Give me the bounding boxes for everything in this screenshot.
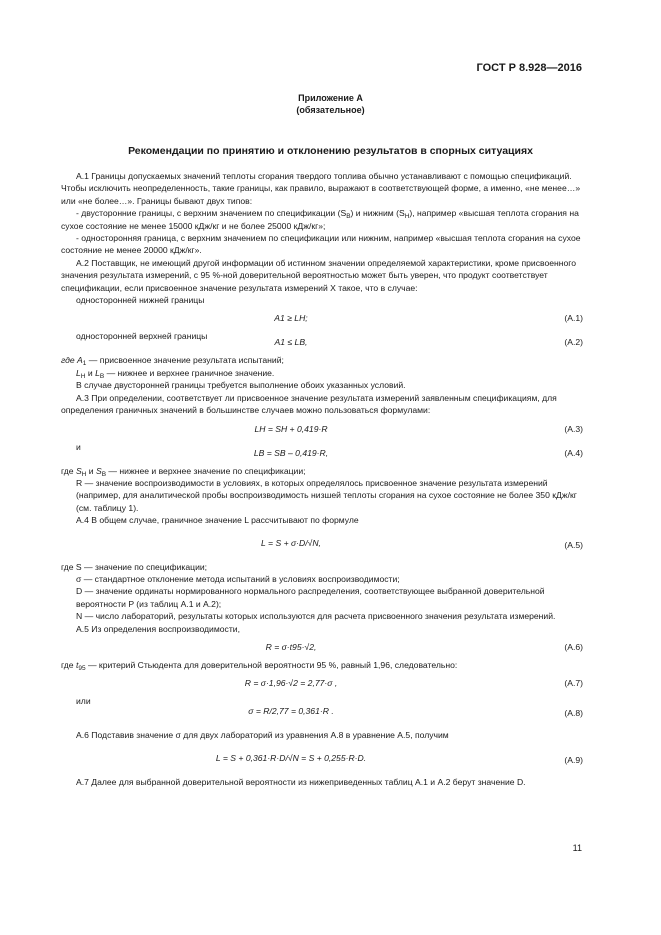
both-case-note: В случае двусторонней границы требуется выполнение обоих указанных условий. <box>76 380 406 391</box>
where-sigma: σ — стандартное отклонение метода испытаний в условиях воспроизводимости; <box>76 573 400 584</box>
equation-a7 <box>61 671 583 695</box>
equation-number: (А.4) <box>564 447 583 458</box>
equation-formula: R = σ·t95·√2, <box>265 641 317 652</box>
equation-number: (А.7) <box>564 678 583 689</box>
equation-formula: LB = SB – 0,419·R, <box>253 447 329 458</box>
paragraph-a6: А.6 Подставив значение σ для двух лабораторий из уравнения А.8 в уравнение А.5, получим <box>76 730 449 741</box>
paragraph-a5: А.5 Из определения воспроизводимости, <box>76 623 240 634</box>
equation-number: (А.3) <box>564 423 583 434</box>
equation-number: (А.9) <box>564 754 583 765</box>
equation-number: (А.1) <box>564 313 583 324</box>
equation-formula: σ = R/2,77 = 0,361·R . <box>248 706 334 717</box>
upper-bound-label: односторонней верхней границы <box>76 331 208 342</box>
paragraph-a7: А.7 Далее для выбранной доверительной вероятности из нижеприведенных таблиц А.1 и А.2 берут значение D. <box>76 776 526 787</box>
equation-a6 <box>61 635 583 659</box>
lower-bound-label: односторонней нижней границы <box>76 295 205 306</box>
equation-formula: L = S + 0,361·R·D/√N = S + 0,255·R·D. <box>215 752 367 763</box>
equation-number: (А.8) <box>564 708 583 719</box>
equation-a3 <box>61 417 583 441</box>
where-n: N — число лабораторий, результаты которых используются для расчета присвоенного значения результата измерений. <box>76 611 556 622</box>
equation-formula: LH = SH + 0,419·R <box>254 423 328 434</box>
equation-formula: L = S + σ·D/√N, <box>261 537 321 548</box>
where-a1: где $A_1$ — присвоенное значение результата испытаний; <box>61 355 284 368</box>
paragraph-a1-bullet-1: - двусторонние границы, с верхним значением по спецификации $(S_B)$ и нижним $(S_H)$, например «высшая теплота сгорания на сухое состояние не менее 15000 кДж/кг и не более 25000 кДж/кг»; <box>61 208 579 231</box>
paragraph-a3: А.3 При определении, соответствует ли присвоенное значение результата измерений заявленным спецификациям, для определения граничных значений в большинстве случаев можно пользоваться формулами: <box>61 392 557 416</box>
equation-a4 <box>61 441 583 465</box>
or-label: или <box>76 696 91 707</box>
appendix-status: (обязательное) <box>296 105 365 115</box>
equation-a5 <box>61 527 583 561</box>
equation-formula: R = σ·1,96·√2 = 2,77·σ , <box>244 678 338 689</box>
appendix-title: Приложение А <box>298 93 363 103</box>
section-title: Рекомендации по принятию и отклонению результатов в спорных ситуациях <box>128 145 533 157</box>
paragraph-a4: А.4 В общем случае, граничное значение L рассчитывают по формуле <box>76 515 359 526</box>
page-number: 11 <box>572 843 582 853</box>
equation-a9 <box>61 742 583 776</box>
and-label: и <box>76 441 81 452</box>
paragraph-a1: А.1 Границы допускаемых значений теплоты сгорания твердого топлива обычно устанавливают с помощью спецификаций. Чтобы исключить неопределенность, такие границы, как правило, выражают в соответствующей форме, а именно, «не менее…» или «не более…». Границы бывают двух типов: <box>61 171 581 206</box>
where-sh-sb: где $S_H$ и $S_B$ — нижнее и верхнее значение по спецификации; <box>61 465 306 478</box>
equation-a1 <box>61 306 583 330</box>
where-t95: где $t_{95}$ — критерий Стьюдента для доверительной вероятности 95 %, равный 1,96, следовательно: <box>61 659 458 672</box>
document-body <box>61 170 583 788</box>
paragraph-a2: А.2 Поставщик, не имеющий другой информации об истинном значении определяемой характеристики, кроме присвоенного значения результата измерений, с 95 %-ной доверительной вероятностью может быть уверен, что продукт соответствует спецификации, если присвоенное значение результата измерений X такое, что в случае: <box>61 257 577 293</box>
where-lh-lb: $L_H$ и $L_B$ — нижнее и верхнее граничное значение. <box>76 367 275 380</box>
equation-formula: A1 ≤ LB, <box>274 337 308 348</box>
document-id: ГОСТ Р 8.928—2016 <box>476 62 582 74</box>
equation-formula: A1 ≥ LH; <box>274 313 308 324</box>
equation-number: (А.6) <box>564 641 583 652</box>
paragraph-a1-bullet-2: - односторонняя граница, с верхним значением по спецификации или нижним, например «высшая теплота сгорания на сухое состояние не менее 20000 кДж/кг». <box>61 233 581 256</box>
equation-a8 <box>61 695 583 729</box>
equation-number: (А.2) <box>564 337 583 348</box>
equation-number: (А.5) <box>564 539 583 550</box>
where-d: D — значение ординаты нормированного нормального распределения, соответствующее выбранной доверительной вероятности P (из таблиц А.1 и А.2); <box>76 586 545 609</box>
where-s: где S — значение по спецификации; <box>61 561 208 572</box>
where-r: R — значение воспроизводимости в условиях, в которых определялось присвоенное значение результата измерений (например, для аналитической пробы воспроизводимость низшей теплоты сгорания на сухое состояние не более 350 кДж/кг (см. таблицу 1). <box>76 477 577 513</box>
equation-a2 <box>61 330 583 354</box>
